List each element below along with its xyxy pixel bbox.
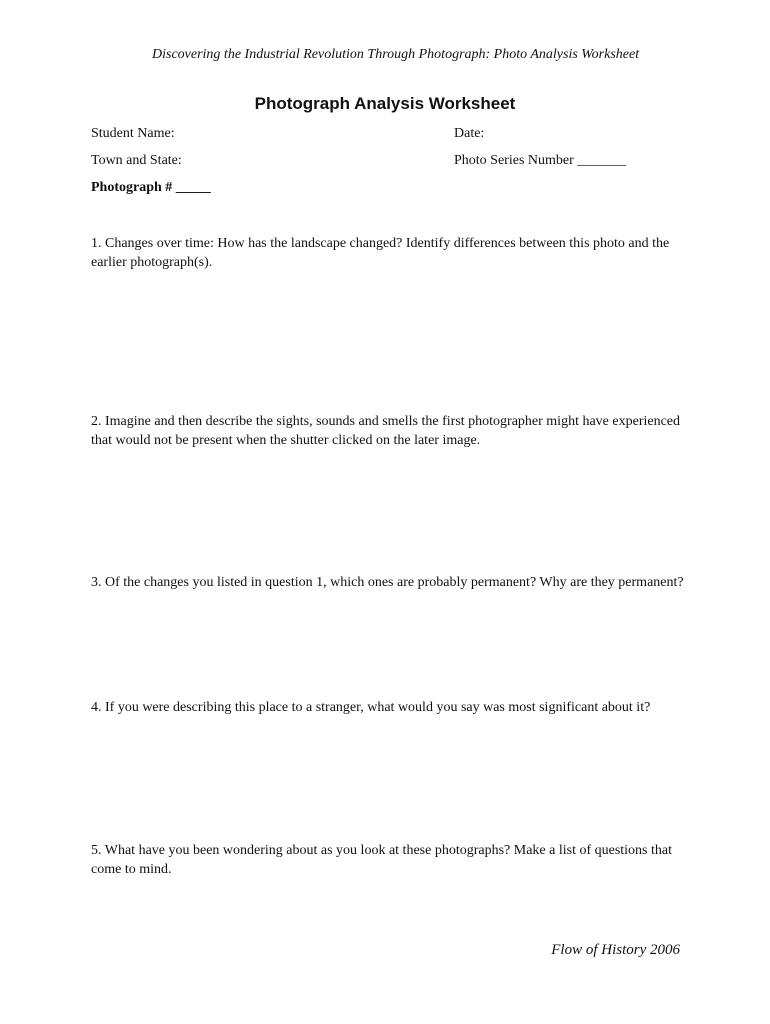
town-state-label: Town and State: bbox=[91, 153, 182, 168]
question-2: 2. Imagine and then describe the sights, sounds and smells the first photographer might have experienced that would not be present when the shutter clicked on the later image. bbox=[91, 414, 681, 448]
running-header: Discovering the Industrial Revolution Through Photograph: Photo Analysis Worksheet bbox=[152, 47, 640, 62]
photograph-number-label: Photograph # _____ bbox=[91, 180, 211, 195]
question-3: 3. Of the changes you listed in question 1, which ones are probably permanent? Why are they permanent? bbox=[91, 575, 684, 590]
photo-series-label: Photo Series Number _______ bbox=[454, 153, 627, 168]
question-4: 4. If you were describing this place to a stranger, what would you say was most significant about it? bbox=[91, 700, 651, 715]
page-title: Photograph Analysis Worksheet bbox=[254, 94, 516, 113]
question-5: 5. What have you been wondering about as you look at these photographs? Make a list of questions that come to mind. bbox=[91, 843, 672, 877]
question-1: 1. Changes over time: How has the landscape changed? Identify differences between this photo and the earlier photograph(s). bbox=[91, 236, 670, 270]
date-label: Date: bbox=[454, 126, 485, 141]
student-name-label: Student Name: bbox=[91, 126, 175, 141]
footer-credit: Flow of History 2006 bbox=[551, 942, 680, 958]
